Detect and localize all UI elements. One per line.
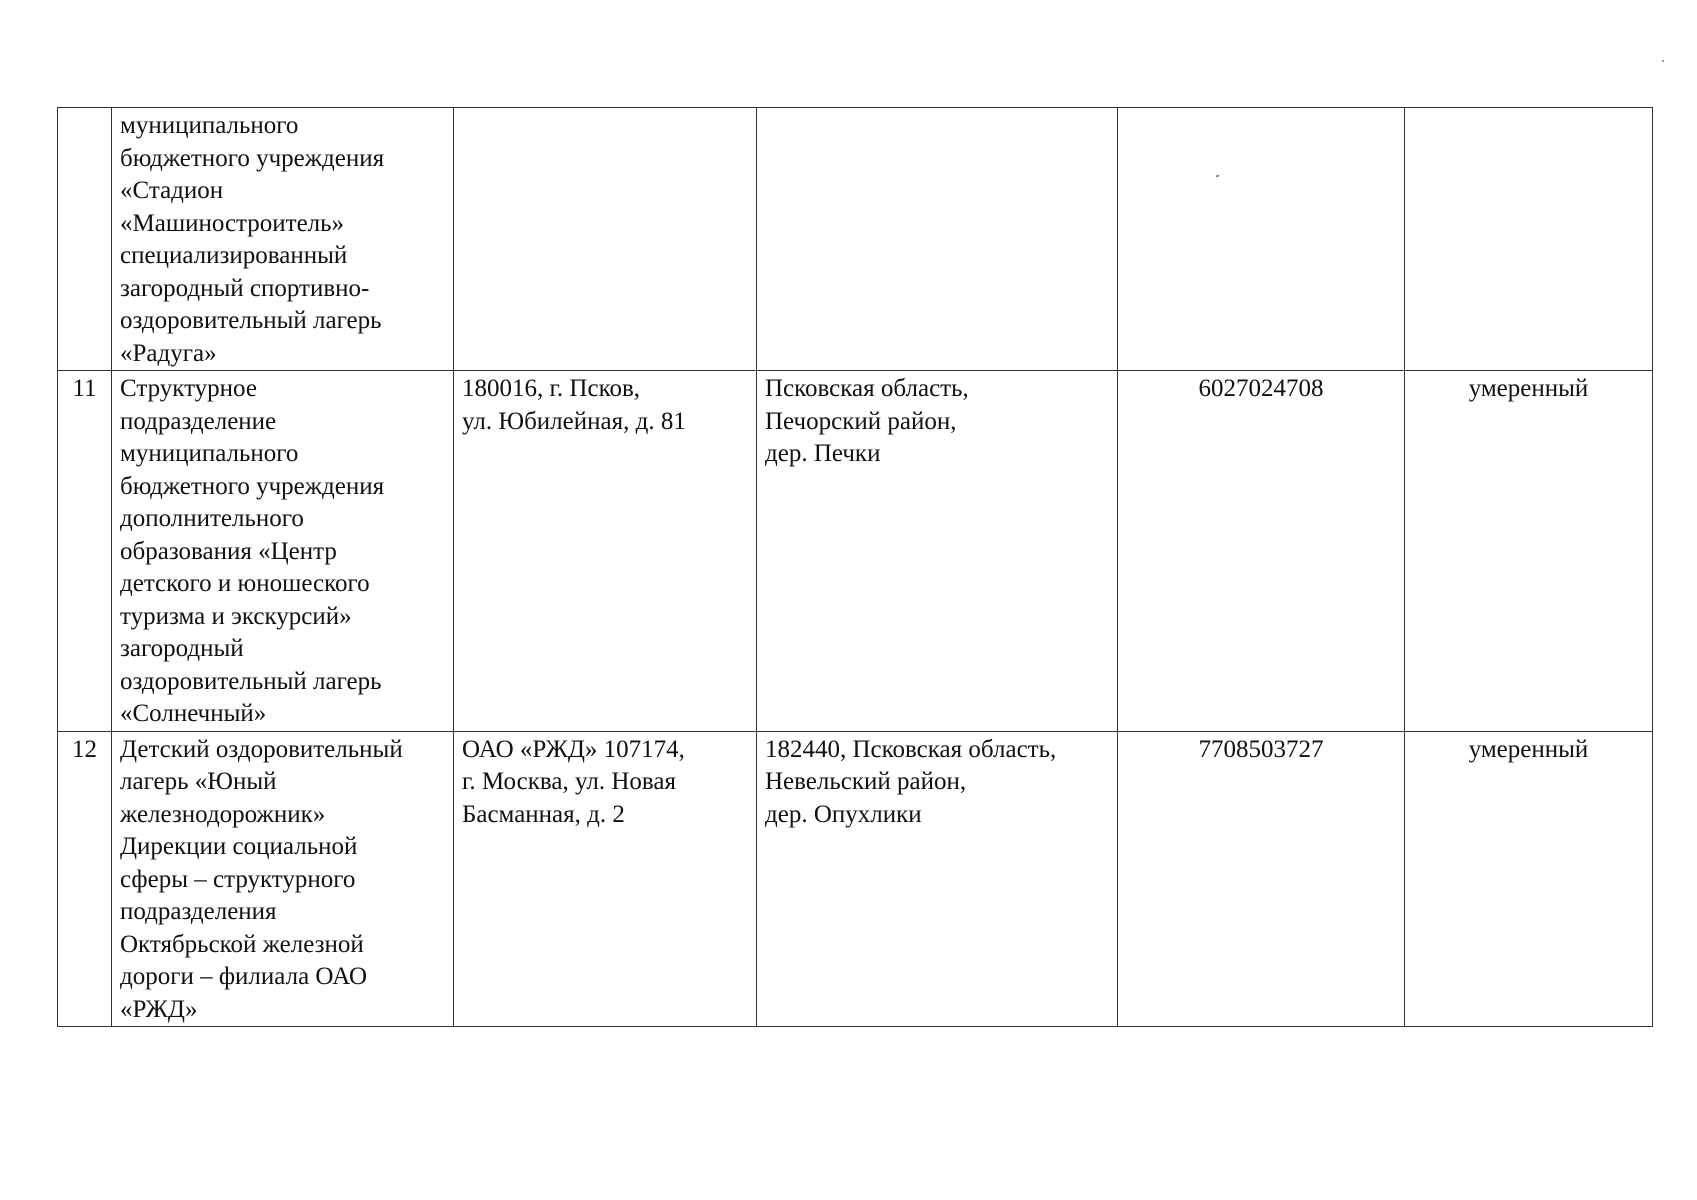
- table-row: [58, 371, 1653, 732]
- camp-name-cell: муниципального бюджетного учреждения «Стадион «Машиностроитель» специализированный загородный спортивно- оздоровительный лагерь «Радуга»: [112, 108, 454, 371]
- table-row: [58, 731, 1653, 1027]
- inn-cell: 7708503727: [1118, 731, 1405, 1027]
- inn-cell: 6027024708: [1118, 371, 1405, 732]
- risk-category-cell: умеренный: [1405, 371, 1653, 732]
- camp-name-cell: Структурное подразделение муниципального бюджетного учреждения дополнительного образования «Центр детского и юношеского туризма и экскурсий» загородный оздоровительный лагерь «Солнечный»: [112, 371, 454, 732]
- location-cell: 182440, Псковская область, Невельский район, дер. Опухлики: [757, 731, 1118, 1027]
- risk-category-cell: умеренный: [1405, 731, 1653, 1027]
- location-cell: [757, 108, 1118, 371]
- legal-address-cell: ОАО «РЖД» 107174, г. Москва, ул. Новая Басманная, д. 2: [454, 731, 757, 1027]
- camp-name-cell: Детский оздоровительный лагерь «Юный железнодорожник» Дирекции социальной сферы – структурного подразделения Октябрьской железной дороги – филиала ОАО «РЖД»: [112, 731, 454, 1027]
- inn-cell: [1118, 108, 1405, 371]
- row-number-cell: [58, 108, 112, 371]
- row-number-cell: 11: [58, 371, 112, 732]
- camps-registry-table: [57, 107, 1653, 1027]
- legal-address-cell: [454, 108, 757, 371]
- table-row: [58, 108, 1653, 371]
- row-number-cell: 12: [58, 731, 112, 1027]
- scan-speck: [1662, 60, 1665, 63]
- legal-address-cell: 180016, г. Псков, ул. Юбилейная, д. 81: [454, 371, 757, 732]
- risk-category-cell: [1405, 108, 1653, 371]
- location-cell: Псковская область, Печорский район, дер. Печки: [757, 371, 1118, 732]
